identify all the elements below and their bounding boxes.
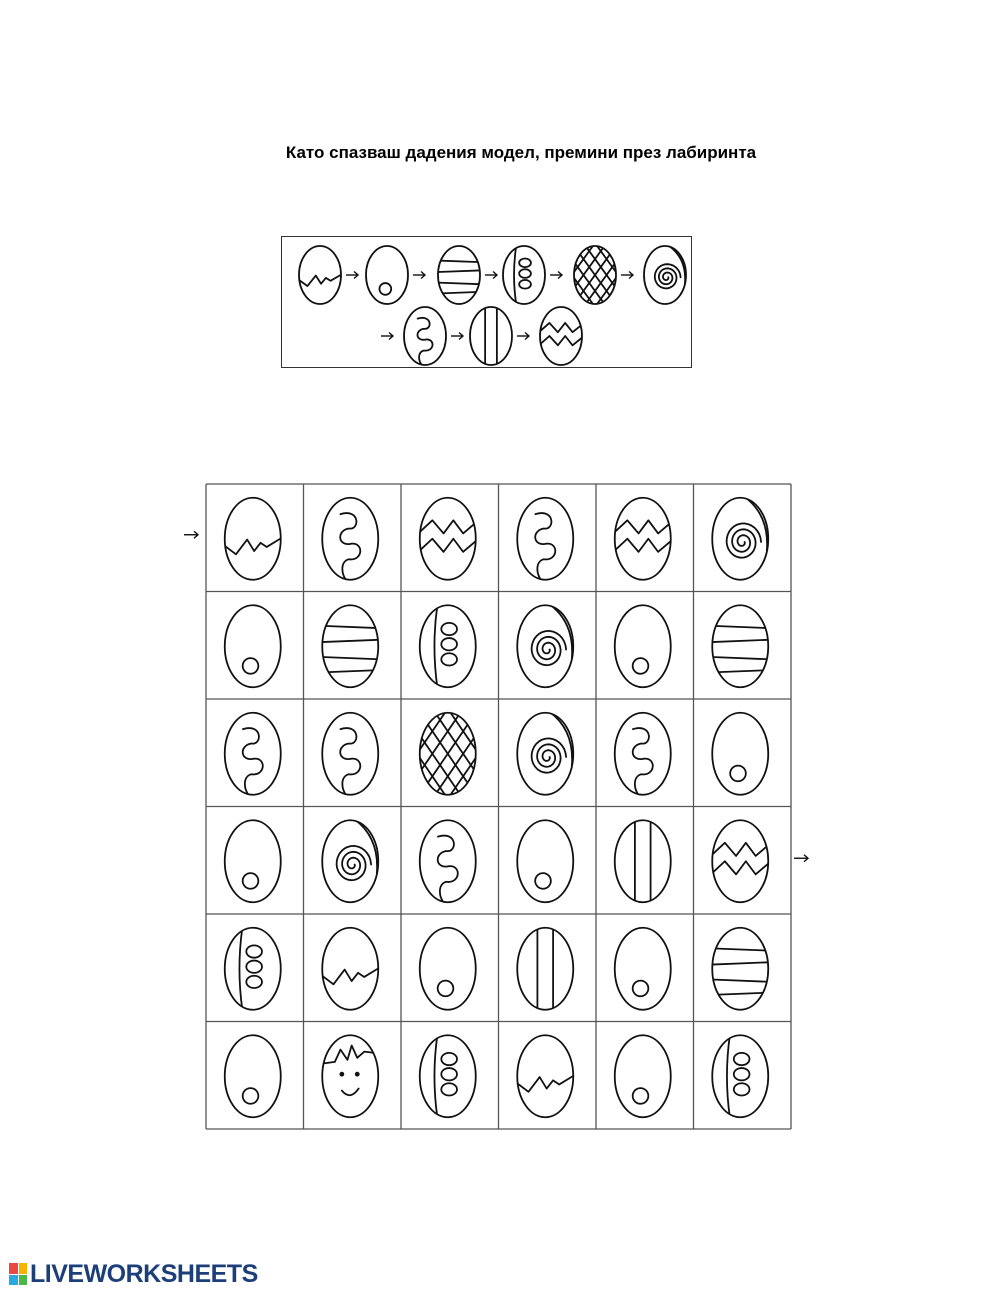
maze-egg-dot — [225, 1035, 281, 1117]
maze-egg-bubbles — [420, 1031, 476, 1121]
maze-egg-squiggle — [322, 713, 378, 797]
model-egg-zigzag — [538, 307, 584, 365]
maze-egg-squiggle — [517, 498, 573, 582]
model-arrow-icon — [346, 272, 358, 279]
maze-egg-squiggle — [615, 713, 671, 797]
maze-egg-dot — [517, 820, 573, 902]
maze-egg-spiral — [712, 496, 768, 580]
maze-egg-dot — [225, 605, 281, 687]
model-arrow-icon — [550, 272, 562, 279]
maze-egg-zigzag-crack — [319, 928, 381, 1010]
maze-egg-zigzag — [709, 820, 771, 902]
model-arrow-icon — [413, 272, 425, 279]
maze-egg-bubbles — [420, 601, 476, 691]
model-egg-bubbles — [503, 243, 545, 307]
maze-egg-squiggle — [322, 498, 378, 582]
model-egg-dot — [366, 246, 408, 304]
maze-egg-spiral — [322, 818, 378, 902]
maze-egg-stripes — [319, 605, 381, 687]
maze-egg-spiral — [517, 603, 573, 687]
model-arrow-icon — [451, 333, 463, 340]
maze-egg-dot — [615, 928, 671, 1010]
model-arrow-icon — [621, 272, 633, 279]
maze-egg-squiggle — [225, 713, 281, 797]
maze-egg-stripes — [709, 928, 771, 1010]
worksheet-instruction: Като спазваш дадения модел, премини през лабиринта — [285, 143, 757, 162]
maze-egg-dot — [225, 820, 281, 902]
start-arrow-icon — [184, 531, 198, 538]
maze-egg-zigzag-crack — [222, 498, 284, 580]
end-arrow-icon — [794, 855, 808, 862]
maze-egg-bubbles — [225, 924, 281, 1014]
model-egg-stripes — [436, 246, 482, 304]
model-egg-spiral — [644, 245, 686, 304]
model-arrow-icon — [517, 333, 529, 340]
maze-egg-zigzag — [612, 498, 674, 580]
model-arrow-icon — [381, 333, 393, 340]
maze-egg-spiral — [517, 711, 573, 795]
maze-egg-dot — [712, 713, 768, 795]
maze-egg-dot — [615, 605, 671, 687]
maze-egg-vertical-lines — [615, 816, 671, 906]
liveworksheets-logo — [9, 1259, 258, 1289]
model-egg-zigzag-crack — [297, 246, 343, 304]
maze-egg-zigzag — [417, 498, 479, 580]
maze-egg-bubbles — [712, 1031, 768, 1121]
logo-text: LIVEWORKSHEETS — [30, 1259, 258, 1288]
model-egg-squiggle — [404, 307, 446, 366]
logo-mark-icon — [9, 1263, 27, 1285]
maze-egg-zigzag-crack — [514, 1035, 576, 1117]
model-egg-vertical-lines — [470, 304, 512, 368]
maze-grid — [206, 484, 791, 1129]
maze-egg-stripes — [709, 605, 771, 687]
maze-egg-crosshatch — [353, 705, 543, 803]
maze-egg-dot — [420, 928, 476, 1010]
maze-egg-dot — [615, 1035, 671, 1117]
maze-egg-squiggle — [420, 820, 476, 904]
model-arrow-icon — [485, 272, 497, 279]
maze-egg-vertical-lines — [517, 924, 573, 1014]
maze-egg-face — [319, 1035, 381, 1117]
